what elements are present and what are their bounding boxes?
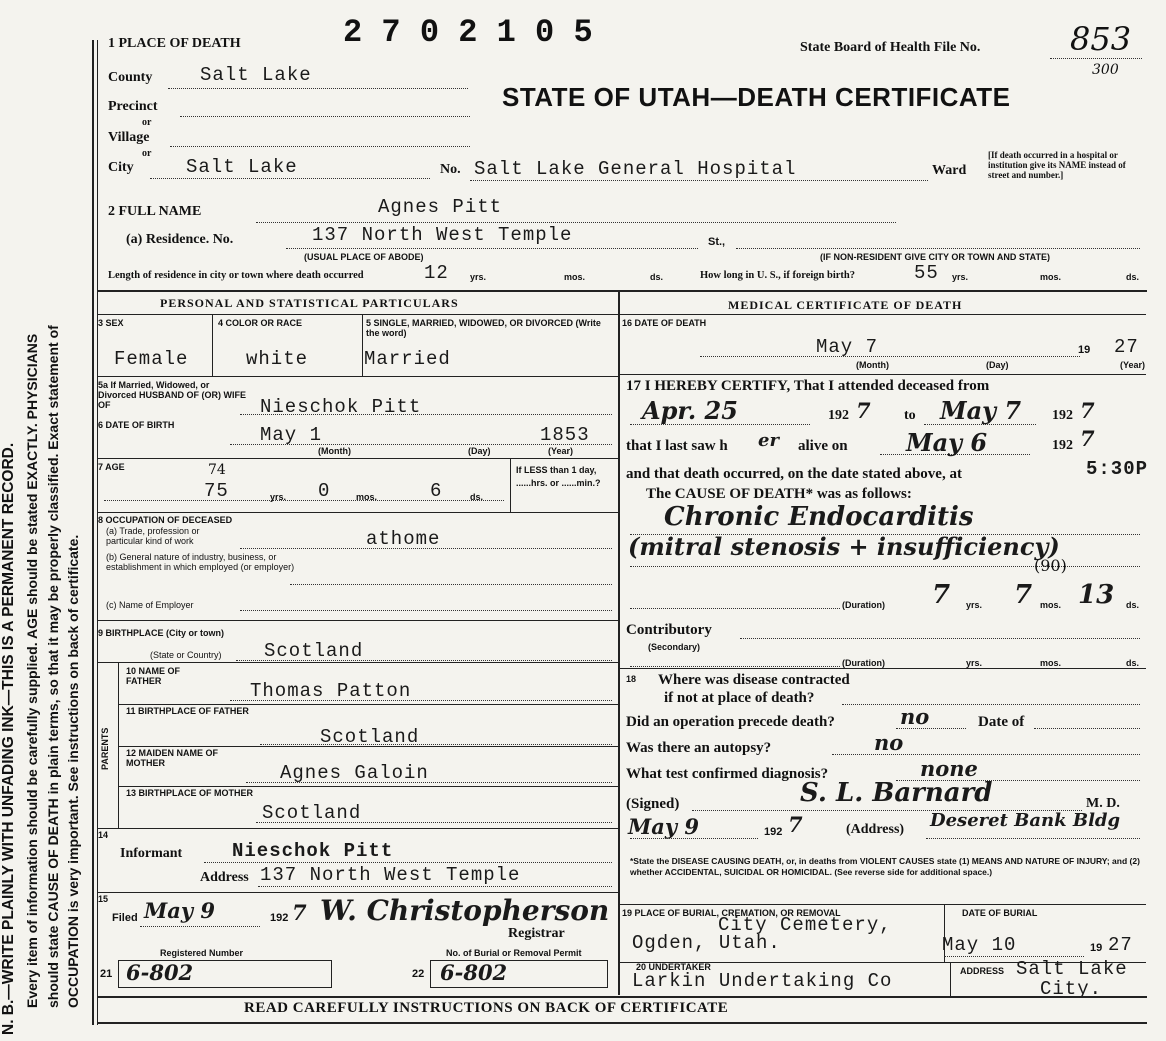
alive-on-label: alive on — [798, 438, 848, 454]
secondary-caption: (Secondary) — [648, 642, 701, 652]
us-mos-label: mos. — [1040, 272, 1062, 282]
duration-days: 13 — [1078, 580, 1115, 610]
left-border-inner — [97, 40, 98, 1025]
mother-value: Agnes Galoin — [280, 762, 429, 784]
age-years: 75 — [204, 480, 229, 502]
length-residence-label: Length of residence in city or town where death occurred — [108, 270, 364, 281]
sidebar-instructions-3: OCCUPATION is very important. See instructions on back of certificate. — [65, 534, 81, 1008]
color-value: white — [246, 348, 309, 370]
registrar-signature: W. Christopherson — [320, 894, 610, 927]
contracted-label-2: if not at place of death? — [664, 690, 815, 706]
death-day-caption: (Day) — [986, 360, 1009, 370]
age-ds-label: ds. — [470, 492, 484, 502]
autopsy-label: Was there an autopsy? — [626, 740, 772, 756]
residence-value: 137 North West Temple — [312, 224, 573, 246]
mother-birthplace-label: 13 BIRTHPLACE OF MOTHER — [126, 788, 254, 798]
st-label: St., — [708, 236, 726, 248]
undertaker-address-2: City. — [1040, 978, 1103, 1000]
section-top-rule — [97, 290, 1147, 292]
cause-line-2: (mitral stenosis + insufficiency) — [628, 532, 1060, 561]
stamp-number: 2 7 0 2 1 0 5 — [343, 14, 593, 51]
parents-label: PARENTS — [100, 727, 110, 770]
burial-place-line-2: Ogden, Utah. — [632, 932, 781, 954]
or-label-1: or — [142, 117, 152, 128]
duration-label: (Duration) — [842, 600, 885, 610]
burial-year: 27 — [1108, 934, 1133, 956]
less-than-label: If LESS than 1 day, ......hrs. or ......min.? — [516, 465, 601, 488]
last-saw-label: that I last saw h — [626, 438, 728, 454]
father-birthplace-value: Scotland — [320, 726, 420, 748]
cause-label: The CAUSE OF DEATH* was as follows: — [646, 486, 912, 502]
filed-year: 7 — [292, 900, 307, 925]
occupation-b-label: (b) General nature of industry, business, or establishment in which employed (or employer) — [106, 552, 295, 572]
county-label: County — [108, 70, 153, 85]
father-label: 10 NAME OF FATHER — [126, 666, 181, 686]
marital-value: Married — [364, 348, 451, 370]
ward-label: Ward — [932, 163, 967, 178]
age-mos-label: mos. — [356, 492, 378, 502]
dob-year-caption: (Year) — [548, 446, 574, 456]
dob-day-caption: (Day) — [468, 446, 491, 456]
duration-months: 7 — [1014, 580, 1033, 610]
registered-number-prefix: 21 — [100, 968, 113, 980]
spouse-label: 5a If Married, Widowed, or Divorced HUSBAND OF (OR) WIFE OF — [98, 380, 247, 410]
birthplace-value: Scotland — [264, 640, 364, 662]
contracted-label: Where was disease contracted — [658, 672, 850, 688]
duration-ds-label: ds. — [1126, 600, 1140, 610]
age-days: 6 — [430, 480, 443, 502]
informant-address-value: 137 North West Temple — [260, 864, 521, 886]
to-label: to — [904, 408, 916, 423]
contrib-ds-label: ds. — [1126, 658, 1140, 668]
undertaker-label: 20 UNDERTAKER — [636, 962, 711, 972]
undertaker-value: Larkin Undertaking Co — [632, 970, 893, 992]
file-no-label: State Board of Health File No. — [800, 40, 981, 55]
personal-heading: PERSONAL AND STATISTICAL PARTICULARS — [160, 296, 459, 310]
death-year: 27 — [1114, 336, 1139, 358]
filed-number: 15 — [98, 894, 109, 904]
sex-label: 3 SEX — [98, 318, 124, 328]
spouse-value: Nieschok Pitt — [260, 396, 422, 418]
city-label: City — [108, 160, 134, 175]
father-birthplace-label: 11 BIRTHPLACE OF FATHER — [126, 706, 249, 716]
mother-birthplace-value: Scotland — [262, 802, 362, 824]
yrs-label: yrs. — [470, 272, 487, 282]
death-month-day: May 7 — [816, 336, 879, 358]
cause-code: (90) — [1034, 556, 1067, 575]
contrib-mos-label: mos. — [1040, 658, 1062, 668]
full-name-label: 2 FULL NAME — [108, 204, 202, 219]
duration-years: 7 — [932, 580, 951, 610]
village-label: Village — [108, 130, 150, 145]
burial-year-prefix: 19 — [1090, 942, 1103, 954]
informant-label: Informant — [120, 846, 183, 861]
occurred-label: and that death occurred, on the date stated above, at — [626, 466, 962, 482]
duration-yrs-label: yrs. — [966, 600, 983, 610]
test-label: What test confirmed diagnosis? — [626, 766, 829, 782]
medical-heading: MEDICAL CERTIFICATE OF DEATH — [728, 298, 963, 312]
to-year: 7 — [1080, 398, 1095, 423]
residence-label: (a) Residence. No. — [126, 232, 234, 247]
mother-label: 12 MAIDEN NAME OF MOTHER — [126, 748, 219, 768]
birthplace-state-label: (State or Country) — [150, 650, 222, 660]
occupation-label: 8 OCCUPATION OF DECEASED — [98, 515, 233, 525]
cause-footnote: *State the DISEASE CAUSING DEATH, or, in deaths from VIOLENT CAUSES state (1) MEANS AND NATURE OF INJURY; and (2) whether ACCIDENTAL, SUICIDAL OR HOMICIDAL. (See reverse side for additional space.) — [630, 856, 1140, 877]
undertaker-address-label: ADDRESS — [960, 966, 1005, 976]
signed-label: (Signed) — [626, 796, 680, 812]
father-value: Thomas Patton — [250, 680, 412, 702]
attended-to: May 7 — [940, 396, 1022, 425]
sidebar-instructions-2: should state CAUSE OF DEATH in plain terms, so that it may be properly classified. Exact statement of — [45, 325, 61, 1008]
informant-value: Nieschok Pitt — [232, 840, 394, 862]
burial-permit-label: No. of Burial or Removal Permit — [446, 948, 582, 958]
undertaker-address-1: Salt Lake — [1016, 958, 1128, 980]
contributory-label: Contributory — [626, 622, 712, 638]
burial-date-label: DATE OF BURIAL — [962, 908, 1038, 918]
death-year-caption: (Year) — [1120, 360, 1146, 370]
us-residence-years: 55 — [914, 262, 939, 284]
physician-address: Deseret Bank Bldg — [930, 810, 1121, 831]
us-ds-label: ds. — [1126, 272, 1140, 282]
file-no-extra: 300 — [1092, 62, 1119, 78]
from-year: 7 — [856, 398, 871, 423]
age-over: 74 — [208, 462, 226, 478]
length-residence-years: 12 — [424, 262, 449, 284]
filed-year-prefix: 192 — [270, 912, 289, 924]
to-year-prefix: 192 — [1052, 408, 1073, 423]
registered-number-value: 6-802 — [126, 960, 194, 985]
contracted-number: 18 — [626, 674, 637, 684]
county-value: Salt Lake — [200, 64, 312, 86]
operation-label: Did an operation precede death? — [626, 714, 835, 730]
attended-from: Apr. 25 — [642, 396, 738, 425]
last-saw-date: May 6 — [906, 428, 988, 457]
certificate-title: STATE OF UTAH—DEATH CERTIFICATE — [502, 82, 1011, 112]
registered-number-label: Registered Number — [160, 948, 244, 958]
death-year-prefix: 19 — [1078, 344, 1091, 356]
dob-month-day: May 1 — [260, 424, 323, 446]
signed-year-prefix: 192 — [764, 826, 783, 838]
burial-place-label: 19 PLACE OF BURIAL, CREMATION, OR REMOVAL — [622, 908, 841, 918]
date-of-label: Date of — [978, 714, 1025, 730]
employer-label: (c) Name of Employer — [106, 600, 194, 610]
birthplace-label: 9 BIRTHPLACE (City or town) — [98, 628, 224, 638]
us-yrs-label: yrs. — [952, 272, 969, 282]
registrar-label: Registrar — [508, 926, 565, 941]
cause-line-1: Chronic Endocarditis — [664, 502, 974, 532]
footer-instructions: READ CAREFULLY INSTRUCTIONS ON BACK OF CERTIFICATE — [244, 1000, 729, 1016]
burial-date: May 10 — [942, 934, 1017, 956]
abode-note: (USUAL PLACE OF ABODE) — [304, 252, 424, 262]
sidebar-notice: N. B.—WRITE PLAINLY WITH UNFADING INK—THIS IS A PERMANENT RECORD. — [0, 442, 17, 1035]
physician-signature: S. L. Barnard — [800, 778, 993, 808]
full-name-value: Agnes Pitt — [378, 196, 503, 218]
last-saw-her: er — [758, 430, 779, 451]
permit-number-value: 6-802 — [440, 960, 508, 985]
contrib-duration-label: (Duration) — [842, 658, 885, 668]
age-yrs-label: yrs. — [270, 492, 287, 502]
informant-address-label: Address — [200, 870, 249, 885]
signed-year: 7 — [788, 812, 803, 837]
occupation-a-label: (a) Trade, profession or particular kind of work — [106, 526, 200, 546]
signed-date: May 9 — [628, 814, 699, 839]
file-no: 853 — [1070, 20, 1132, 58]
certify-label: 17 I HEREBY CERTIFY, That I attended deceased from — [626, 378, 990, 394]
filed-label: Filed — [112, 912, 138, 924]
street-no-label: No. — [440, 162, 461, 177]
date-of-death-label: 16 DATE OF DEATH — [622, 318, 707, 328]
physician-address-label: (Address) — [846, 822, 905, 837]
left-border — [92, 40, 94, 1025]
operation-value: no — [900, 704, 930, 729]
age-months: 0 — [318, 480, 331, 502]
age-label: 7 AGE — [98, 462, 125, 472]
permit-number-prefix: 22 — [412, 968, 425, 980]
hospital-value: Salt Lake General Hospital — [474, 158, 797, 180]
dob-month-caption: (Month) — [318, 446, 351, 456]
place-of-death-label: 1 PLACE OF DEATH — [108, 36, 241, 51]
time-of-death: 5:30P — [1086, 458, 1149, 480]
sex-value: Female — [114, 348, 189, 370]
informant-number: 14 — [98, 830, 109, 840]
md-label: M. D. — [1086, 796, 1120, 811]
autopsy-value: no — [874, 730, 904, 755]
dob-label: 6 DATE OF BIRTH — [98, 420, 175, 430]
occupation-value: athome — [366, 528, 441, 550]
death-month-caption: (Month) — [856, 360, 889, 370]
from-year-prefix: 192 — [828, 408, 849, 423]
footer-rule — [97, 996, 1147, 998]
city-value: Salt Lake — [186, 156, 298, 178]
ds-label: ds. — [650, 272, 664, 282]
dob-year: 1853 — [540, 424, 590, 446]
marital-label: 5 SINGLE, MARRIED, WIDOWED, OR DIVORCED (Write the word) — [366, 318, 601, 338]
ward-note: [If death occurred in a hospital or institution give its NAME instead of street and number.] — [988, 150, 1126, 180]
burial-place-line-1: City Cemetery, — [718, 914, 892, 936]
column-divider — [618, 290, 620, 995]
last-year-prefix: 192 — [1052, 438, 1073, 453]
us-residence-label: How long in U. S., if foreign birth? — [700, 270, 855, 281]
color-label: 4 COLOR OR RACE — [218, 318, 303, 328]
test-value: none — [920, 756, 978, 781]
mos-label: mos. — [564, 272, 586, 282]
sidebar-instructions-1: Every item of information should be carefully supplied. AGE should be stated EXACTLY. PHYSICIANS — [24, 333, 40, 1008]
duration-mos-label: mos. — [1040, 600, 1062, 610]
or-label-2: or — [142, 148, 152, 159]
contrib-yrs-label: yrs. — [966, 658, 983, 668]
non-resident-note: (IF NON-RESIDENT GIVE CITY OR TOWN AND STATE) — [820, 252, 1051, 262]
filed-date: May 9 — [144, 898, 215, 923]
precinct-label: Precinct — [108, 99, 158, 114]
last-year: 7 — [1080, 426, 1095, 451]
